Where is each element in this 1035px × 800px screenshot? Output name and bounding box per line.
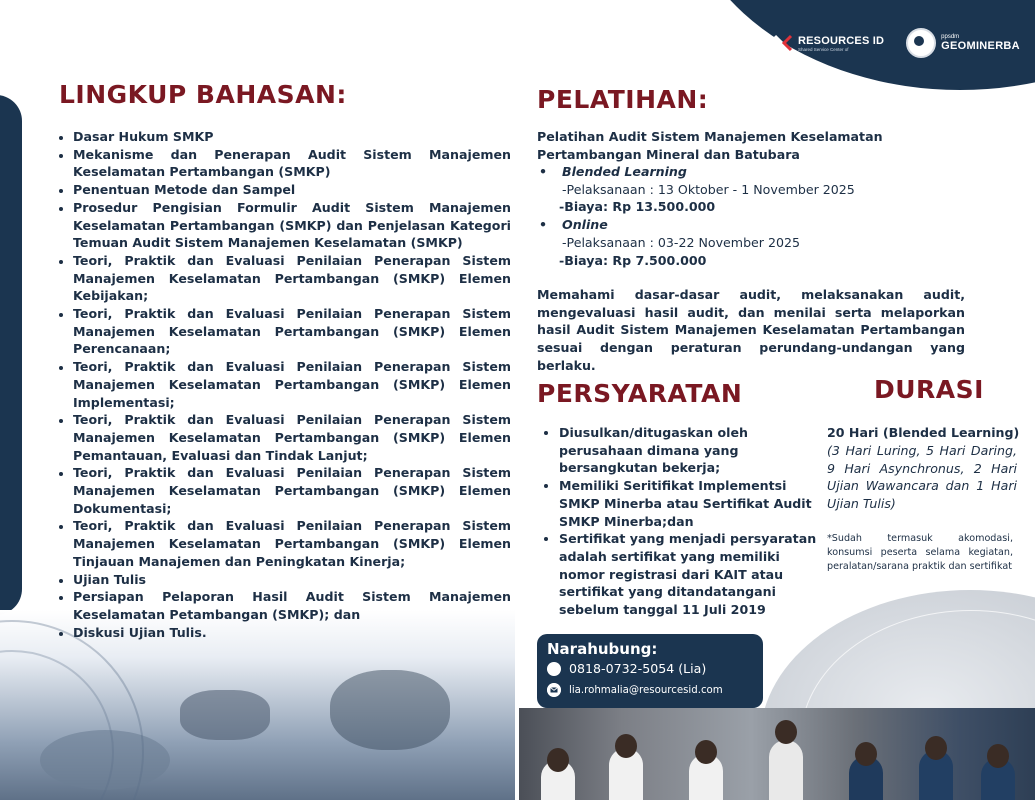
scope-item: • Mekanisme dan Penerapan Audit Sistem Manajemen Keselamatan Pertambangan (SMKP) xyxy=(73,146,511,181)
training-mode-cost: -Biaya: Rp 7.500.000 xyxy=(559,252,707,268)
requirement-item: • Diusulkan/ditugaskan oleh perusahaan dimana yang bersangkutan bekerja; xyxy=(559,424,825,477)
scope-item: • Teori, Praktik dan Evaluasi Penilaian Penerapan Sistem Manajemen Keselamatan Pertambangan (SMKP) Elemen Dokumentasi; xyxy=(73,464,511,517)
duration-heading: DURASI xyxy=(874,375,984,404)
scope-item: • Ujian Tulis xyxy=(73,571,511,589)
scope-item: • Dasar Hukum SMKP xyxy=(73,128,511,146)
geominerba-small-text: ppsdm xyxy=(941,34,960,40)
left-edge-bar xyxy=(0,95,22,615)
resources-logo-tagline: Shared Service Center of xyxy=(798,46,849,52)
scope-item: • Teori, Praktik dan Evaluasi Penilaian Penerapan Sistem Manajemen Keselamatan Pertambangan (SMKP) Elemen Kebijakan; xyxy=(73,252,511,305)
contact-phone-row[interactable] xyxy=(547,661,706,676)
contact-card xyxy=(537,634,763,708)
scope-item: • Teori, Praktik dan Evaluasi Penilaian Penerapan Sistem Manajemen Keselamatan Pertambangan (SMKP) Elemen Implementasi; xyxy=(73,358,511,411)
scope-item: • Teori, Praktik dan Evaluasi Penilaian Penerapan Sistem Manajemen Keselamatan Pertambangan (SMKP) Elemen Perencanaan; xyxy=(73,305,511,358)
training-heading: PELATIHAN: xyxy=(537,85,709,114)
training-intro: Pelatihan Audit Sistem Manajemen Keselamatan Pertambangan Mineral dan Batubara xyxy=(537,129,883,162)
scope-item: • Teori, Praktik dan Evaluasi Penilaian Penerapan Sistem Manajemen Keselamatan Pertambangan (SMKP) Elemen Tinjauan Manajemen dan Peningkatan Kinerja; xyxy=(73,517,511,570)
whatsapp-phone-icon xyxy=(547,662,561,676)
requirements-list xyxy=(541,424,825,619)
scope-list xyxy=(55,128,511,641)
geominerba-logo xyxy=(906,28,1020,58)
training-mode-title: • Online xyxy=(537,216,977,234)
duration-title: 20 Hari (Blended Learning) xyxy=(827,425,1020,440)
contact-email-row[interactable] xyxy=(547,683,723,697)
training-mode-blended xyxy=(537,163,977,216)
requirement-item: • Memiliki Seritifikat Implementsi SMKP Minerba atau Sertifikat Audit SMKP Minerba;dan xyxy=(559,477,825,530)
training-mode-schedule: -Pelaksanaan : 13 Oktober - 1 November 2025 xyxy=(562,181,855,197)
duration-detail: (3 Hari Luring, 5 Hari Daring, 9 Hari Asynchronus, 2 Hari Ujian Wawancara dan 1 Hari Ujian Tulis) xyxy=(827,443,1017,512)
training-description: Memahami dasar-dasar audit, melaksanakan audit, mengevaluasi hasil audit, dan menilai serta melaporkan hasil Audit Sistem Manajemen Keselamatan Pertambangan sesuai dengan peraturan perundang-undangan yang berlaku. xyxy=(537,287,965,373)
geominerba-seal-icon xyxy=(906,28,936,58)
scope-item: • Penentuan Metode dan Sampel xyxy=(73,181,511,199)
duration-note: *Sudah termasuk akomodasi, konsumsi peserta selama kegiatan, peralatan/sarana praktik dan sertifikat xyxy=(827,533,1013,572)
contact-title: Narahubung: xyxy=(547,640,658,658)
training-participants-photo xyxy=(519,708,1035,800)
contact-phone: 0818-0732-5054 (Lia) xyxy=(569,661,707,676)
training-mode-cost: -Biaya: Rp 13.500.000 xyxy=(559,199,716,215)
contact-email: lia.rohmalia@resourcesid.com xyxy=(569,684,723,696)
training-mode-schedule: -Pelaksanaan : 03-22 November 2025 xyxy=(562,234,801,250)
scope-item: • Teori, Praktik dan Evaluasi Penilaian Penerapan Sistem Manajemen Keselamatan Pertambangan (SMKP) Elemen Pemantauan, Evaluasi dan Tindak Lanjut; xyxy=(73,411,511,464)
scope-item: • Persiapan Pelaporan Hasil Audit Sistem Manajemen Keselamatan Petambangan (SMKP); dan xyxy=(73,588,511,623)
email-icon xyxy=(547,683,561,697)
resources-id-logo xyxy=(772,32,884,54)
training-mode-title: • Blended Learning xyxy=(537,163,977,181)
training-mode-online xyxy=(537,216,977,269)
scope-heading: LINGKUP BAHASAN: xyxy=(59,80,347,109)
header-logos xyxy=(772,28,1020,58)
requirements-heading: PERSYARATAN xyxy=(537,379,743,408)
geominerba-logo-text: GEOMINERBA xyxy=(941,40,1020,52)
resources-logo-icon xyxy=(772,32,794,54)
scope-item: • Prosedur Pengisian Formulir Audit Sistem Manajemen Keselamatan Pertambangan (SMKP) dan Penjelasan Kategori Temuan Audit Sistem Manajemen Keselamatan (SMKP) xyxy=(73,199,511,252)
requirement-item: • Sertifikat yang menjadi persyaratan adalah sertifikat yang memiliki nomor registrasi dari KAIT atau sertifikat yang ditandatangani sebelum tanggal 11 Juli 2019 xyxy=(559,530,825,619)
scope-item: • Diskusi Ujian Tulis. xyxy=(73,624,511,642)
training-modes xyxy=(537,163,977,269)
resources-logo-text: RESOURCES ID xyxy=(798,34,885,47)
